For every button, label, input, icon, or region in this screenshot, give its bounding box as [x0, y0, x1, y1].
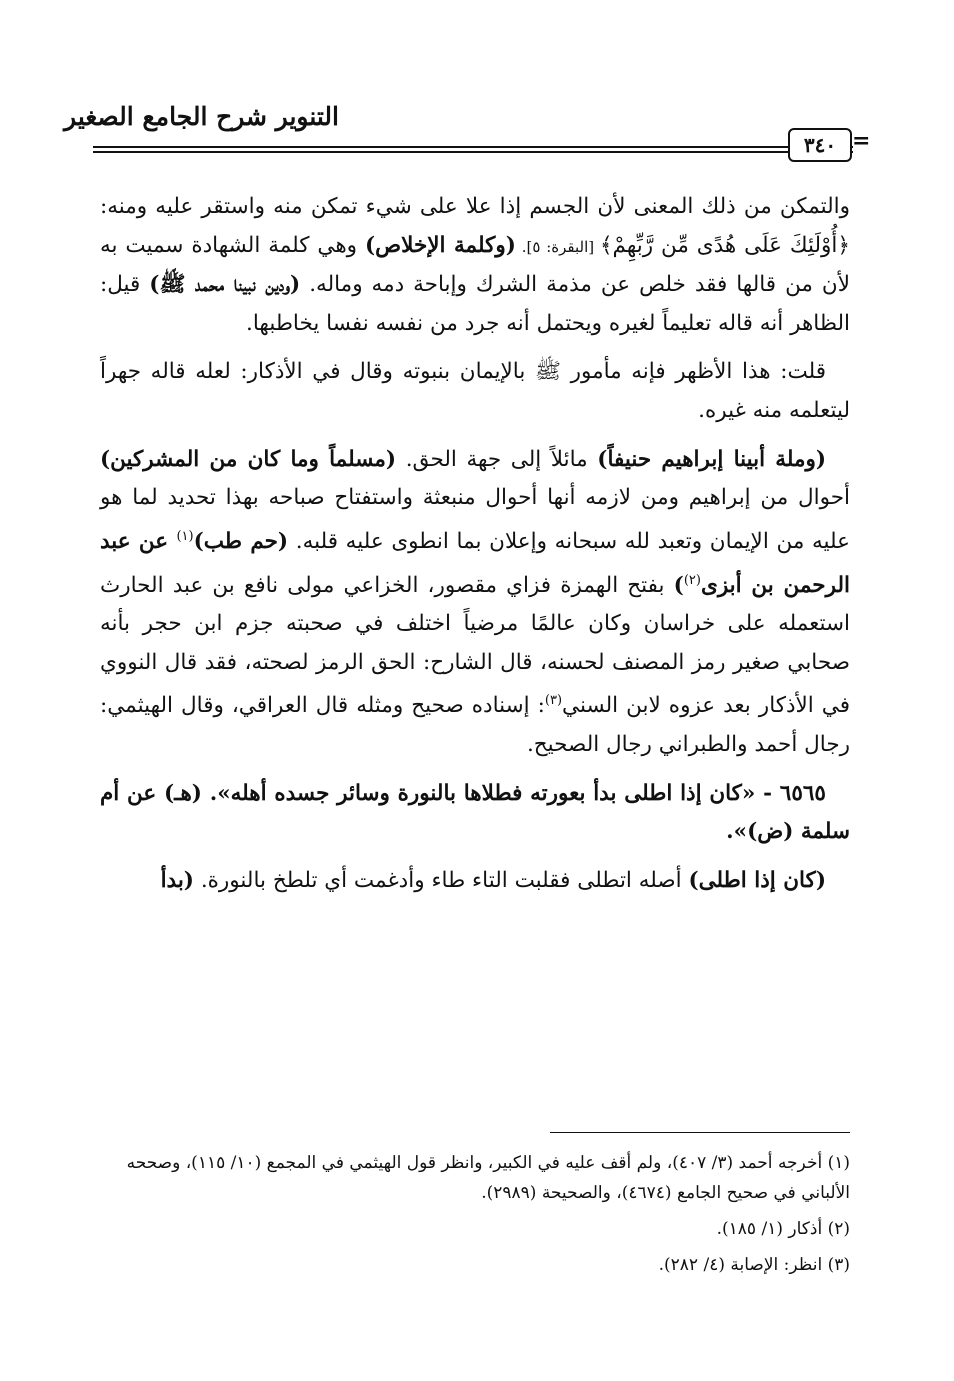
paragraph-5	[100, 862, 850, 901]
bold-phrase: (مسلماً وما كان من المشركين)	[100, 446, 397, 472]
hadith-dash: -	[755, 780, 780, 806]
page-number: ٣٤٠	[788, 128, 852, 162]
footnote-marker-3: (٣)	[544, 693, 563, 709]
text-span: مائلاً إلى جهة الحق.	[396, 446, 598, 472]
paragraph-1	[100, 188, 850, 343]
page-number-marker: =	[852, 128, 871, 154]
footnote-2: (٢) أذكار (١/ ١٨٥).	[716, 1219, 850, 1239]
bold-phrase: (وكلمة الإخلاص)	[364, 232, 516, 258]
bold-phrase: (كان إذا اطلى)	[688, 867, 826, 893]
footnote-3: (٣) انظر: الإصابة (٤/ ٢٨٢).	[658, 1255, 850, 1275]
text-span: قيل: الظاهر أنه قاله تعليماً لغيره ويحتمل أنه جرد من نفسه نفسا يخاطبها.	[100, 272, 850, 336]
bold-phrase: (ودين نبينا محمد ﷺ)	[149, 272, 301, 298]
paragraph-2: قلت: هذا الأظهر فإنه مأمور ﷺ بالإيمان بنبوته وقال في الأذكار: لعله قاله جهراً ليتعلمه منه غيره.	[100, 359, 850, 423]
hadith-number: ٦٥٦٥	[779, 780, 826, 806]
hadith-entry	[100, 775, 850, 852]
header-rule-top	[93, 146, 853, 148]
text-span: أصله اتطلى فقلبت التاء طاء وأدغمت أي تلطخ بالنورة.	[193, 867, 689, 893]
running-header-title: التنوير شرح الجامع الصغير	[64, 102, 339, 131]
bold-phrase: (حم طب)	[193, 528, 289, 554]
text-span: : إسناده صحيح ومثله قال العراقي، وقال الهيثمي: رجال أحمد والطبراني رجال الصحيح.	[100, 693, 850, 758]
bold-phrase: (بدأ	[160, 867, 194, 893]
footnote-marker-1: (١)	[176, 528, 194, 544]
verse-reference: [البقرة: ٥].	[515, 237, 600, 256]
bold-phrase: عن عبد الرحمن بن أبزى	[100, 528, 850, 598]
text-span: بفتح الهمزة فزاي مقصور، الخزاعي مولى نافع بن عبد الحارث استعمله على خراسان وكان عالمًا مرضياً اختلف في صحبته جزم ابن حجر بأنه صحابي صغير رمز المصنف لحسنه، قال الشارح: الحق الرمز لصحته، فقد قال النووي في الأذكار بعد عزوه لابن السني	[100, 572, 850, 719]
footnote-1: (١) أخرجه أحمد (٣/ ٤٠٧)، ولم أقف عليه في الكبير، وانظر قول الهيثمي في المجمع (١٠/ ١١٥)، وصححه الألباني في صحيح الجامع (٤٦٧٤)، والصحيحة (٢٩٨٩).	[126, 1153, 850, 1203]
text-span: أحوال من إبراهيم ومن لازمه أنها أحوال منبعثة واستفتاح صباحه بهذا تحديد لما هو عليه من الإيمان وتعبد لله سبحانه وإعلان بما انطوى عليه قلبه.	[100, 485, 850, 554]
text-span: وهي كلمة الشهادة سميت به لأن من قالها فقد خلص عن مذمة الشرك وإباحة دمه وماله.	[100, 232, 850, 298]
header-rule-bottom	[93, 151, 853, 153]
footnote-marker-2: (٢)	[683, 572, 701, 588]
bold-phrase: (وملة أبينا إبراهيم حنيفاً)	[597, 446, 827, 472]
paragraph-3	[100, 441, 850, 765]
hadith-text: «كان إذا اطلى بدأ بعورته فطلاها بالنورة وسائر جسده أهله». (هـ) عن أم سلمة (ض)».	[100, 780, 850, 845]
main-text	[100, 188, 850, 901]
quran-verse: ﴿أُوْلَئِكَ عَلَى هُدًى مِّن رَّبِّهِمْ﴾	[599, 232, 851, 258]
footnotes	[100, 1148, 850, 1286]
bold-phrase: )	[673, 572, 684, 598]
footnote-rule	[550, 1132, 850, 1133]
text-span: والتمكن من ذلك المعنى لأن الجسم إذا علا على شيء تمكن منه واستقر عليه ومنه:	[100, 194, 850, 219]
